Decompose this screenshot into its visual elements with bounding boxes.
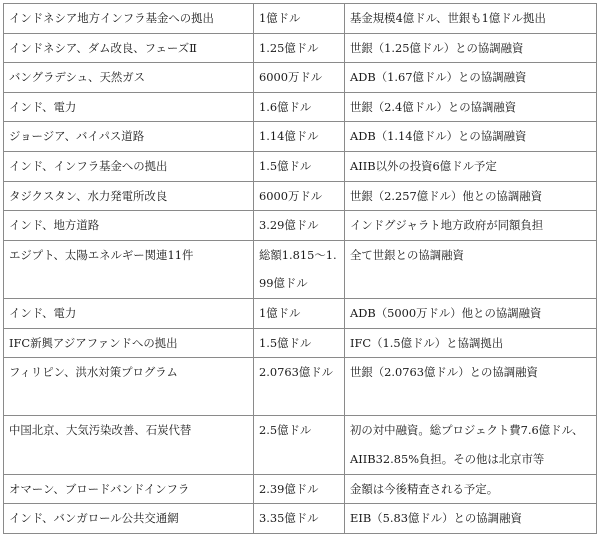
note-cell-text: 基金規模4億ドル、世銀も1億ドル拠出: [350, 11, 546, 25]
project-name-cell-text: インド、インフラ基金への拠出: [9, 158, 168, 173]
amount-cell-text: 6000万ドル: [259, 70, 323, 85]
amount-cell: [254, 4, 345, 34]
project-name-cell-text: バングラデシュ、天然ガス: [9, 70, 146, 85]
project-name-cell-text: インドネシア地方インフラ基金への拠出: [9, 11, 214, 25]
table-row: [4, 328, 597, 358]
project-name-cell-text: インド、バンガロール公共交通網: [9, 511, 179, 526]
table-row: [4, 63, 597, 93]
project-name-cell-text: 中国北京、大気汚染改善、石炭代替: [9, 423, 192, 438]
amount-cell: [254, 151, 345, 181]
project-name-cell: [4, 358, 254, 416]
note-cell-text: AIIB以外の投資6億ドル予定: [350, 158, 497, 173]
note-cell-text: 全て世銀との協調融資: [350, 247, 464, 262]
table-row: [4, 33, 597, 63]
note-cell: [345, 504, 597, 534]
table-row: [4, 151, 597, 181]
amount-cell-text: 1.25億ドル: [259, 40, 319, 55]
table-row: [4, 92, 597, 122]
project-name-cell-text: タジクスタン、水力発電所改良: [9, 188, 168, 203]
table-row: [4, 298, 597, 328]
table-row: [4, 122, 597, 152]
note-cell: [345, 181, 597, 211]
aiib-project-table: [3, 3, 597, 534]
table-row: [4, 211, 597, 241]
amount-cell-text: 1.6億ドル: [259, 99, 312, 114]
amount-cell-text: 2.5億ドル: [259, 423, 312, 438]
project-name-cell: [4, 211, 254, 241]
table-body: [4, 4, 597, 534]
amount-cell: [254, 181, 345, 211]
amount-cell-text: 3.29億ドル: [259, 218, 319, 233]
project-name-cell: [4, 92, 254, 122]
project-name-cell: [4, 122, 254, 152]
note-cell: [345, 92, 597, 122]
amount-cell: [254, 474, 345, 504]
aiib-project-table-container: [3, 3, 597, 534]
project-name-cell: [4, 33, 254, 63]
table-row: [4, 181, 597, 211]
amount-cell: [254, 122, 345, 152]
amount-cell-text: 1.5億ドル: [259, 335, 312, 350]
note-cell-text: ADB（5000万ドル）他との協調融資: [350, 305, 542, 320]
project-name-cell: [4, 4, 254, 34]
project-name-cell: [4, 474, 254, 504]
note-cell: [345, 416, 597, 474]
note-cell-text: 金額は今後精査される予定。: [350, 481, 499, 496]
note-cell: [345, 211, 597, 241]
project-name-cell: [4, 151, 254, 181]
project-name-cell-text: IFC新興アジアファンドへの拠出: [9, 335, 178, 350]
table-row: [4, 4, 597, 34]
note-cell-text: EIB（5.83億ドル）との協調融資: [350, 511, 522, 526]
table-row: [4, 474, 597, 504]
table-row: [4, 504, 597, 534]
project-name-cell-text: オマーン、ブロードバンドインフラ: [9, 481, 190, 496]
note-cell-text: インドグジャラト地方政府が同額負担: [350, 218, 544, 233]
note-cell: [345, 151, 597, 181]
note-cell: [345, 240, 597, 298]
project-name-cell-text: インドネシア、ダム改良、フェーズⅡ: [9, 40, 197, 55]
amount-cell: [254, 240, 345, 298]
project-name-cell-text: ジョージア、バイパス道路: [9, 129, 145, 144]
table-row: [4, 416, 597, 474]
note-cell: [345, 474, 597, 504]
amount-cell-text: 1億ドル: [259, 305, 301, 320]
amount-cell-text: 1.5億ドル: [259, 158, 312, 173]
project-name-cell-text: インド、電力: [9, 305, 77, 320]
amount-cell-text: 3.35億ドル: [259, 511, 319, 526]
note-cell: [345, 63, 597, 93]
amount-cell-text: 1億ドル: [259, 11, 301, 25]
project-name-cell: [4, 63, 254, 93]
note-cell: [345, 358, 597, 416]
amount-cell-text: 2.39億ドル: [259, 481, 319, 496]
project-name-cell-text: エジプト、太陽エネルギー関連11件: [9, 247, 194, 262]
note-cell: [345, 33, 597, 63]
project-name-cell: [4, 298, 254, 328]
note-cell: [345, 328, 597, 358]
amount-cell: [254, 211, 345, 241]
amount-cell-text: 1.14億ドル: [259, 129, 319, 144]
note-cell-text: 世銀（2.0763億ドル）との協調融資: [350, 365, 538, 380]
note-cell-text: 世銀（2.4億ドル）との協調融資: [350, 99, 517, 114]
project-name-cell: [4, 240, 254, 298]
amount-cell: [254, 358, 345, 416]
project-name-cell: [4, 416, 254, 474]
note-cell: [345, 298, 597, 328]
project-name-cell: [4, 504, 254, 534]
amount-cell: [254, 504, 345, 534]
amount-cell-text: 6000万ドル: [259, 188, 323, 203]
amount-cell: [254, 328, 345, 358]
amount-cell: [254, 298, 345, 328]
project-name-cell: [4, 328, 254, 358]
amount-cell: [254, 33, 345, 63]
project-name-cell-text: インド、地方道路: [9, 218, 100, 233]
project-name-cell-text: フィリピン、洪水対策プログラム: [9, 365, 178, 380]
note-cell-text: ADB（1.67億ドル）との協調融資: [350, 70, 527, 85]
project-name-cell: [4, 181, 254, 211]
note-cell-text: ADB（1.14億ドル）との協調融資: [350, 129, 527, 144]
note-cell-text: IFC（1.5億ドル）と協調拠出: [350, 335, 504, 350]
note-cell-text: 初の対中融資。総プロジェクト費7.6億ドル、AIIB32.85%負担。その他は北京市等: [350, 423, 584, 466]
note-cell-text: 世銀（1.25億ドル）との協調融資: [350, 40, 524, 55]
amount-cell: [254, 63, 345, 93]
note-cell-text: 世銀（2.257億ドル）他との協調融資: [350, 188, 543, 203]
project-name-cell-text: インド、電力: [9, 99, 77, 114]
note-cell: [345, 4, 597, 34]
amount-cell: [254, 92, 345, 122]
note-cell: [345, 122, 597, 152]
table-row: [4, 240, 597, 298]
amount-cell-text: 2.0763億ドル: [259, 365, 334, 380]
amount-cell-text: 総額1.815～1.99億ドル: [259, 247, 337, 291]
table-row: [4, 358, 597, 416]
amount-cell: [254, 416, 345, 474]
